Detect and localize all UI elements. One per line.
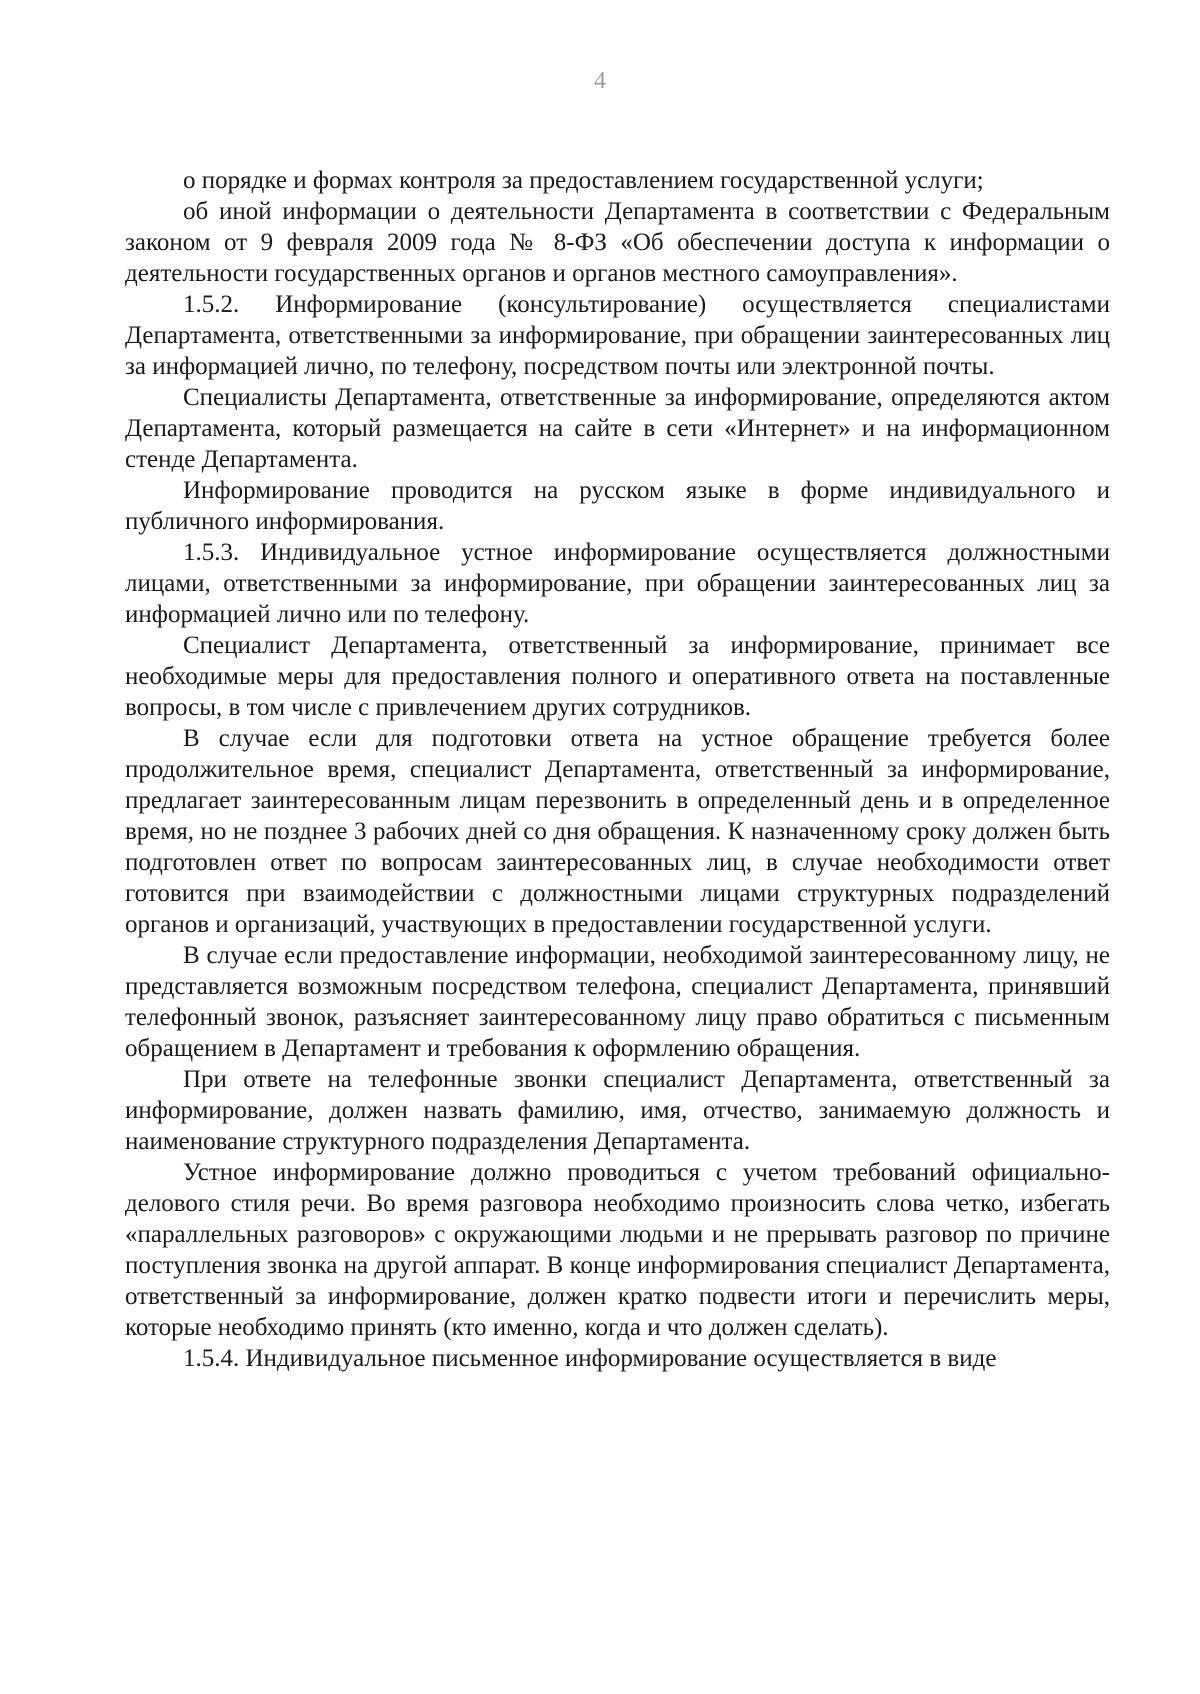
page-number: 4 [594,68,606,94]
paragraph: об иной информации о деятельности Департамента в соответствии с Федеральным законом от 9 февраля 2009 года № 8-ФЗ «Об обеспечении доступа к информации о деятельности государственных органов и органов местного самоуправления». [125,198,1110,287]
paragraph: 1.5.2. Информирование (консультирование) осуществляется специалистами Департамента, ответственными за информирование, при обращении заинтересованных лиц за информацией лично, по телефону, посредством почты или электронной почты. [125,291,1110,380]
document-text [125,165,1110,1374]
paragraph: При ответе на телефонные звонки специалист Департамента, ответственный за информирование, должен назвать фамилию, имя, отчество, занимаемую должность и наименование структурного подразделения Департамента. [125,1066,1110,1155]
paragraph: 1.5.4. Индивидуальное письменное информирование осуществляется в виде [183,1345,997,1372]
paragraph: Информирование проводится на русском языке в форме индивидуального и публичного информирования. [125,477,1110,535]
paragraph: Специалист Департамента, ответственный за информирование, принимает все необходимые меры для предоставления полного и оперативного ответа на поставленные вопросы, в том числе с привлечением других сотрудников. [125,632,1110,721]
paragraph: 1.5.3. Индивидуальное устное информирование осуществляется должностными лицами, ответственными за информирование, при обращении заинтересованных лиц за информацией лично или по телефону. [125,539,1110,628]
paragraph: Устное информирование должно проводиться с учетом требований официально-делового стиля речи. Во время разговора необходимо произносить слова четко, избегать «параллельных разговоров» с окружающими людьми и не прерывать разговор по причине поступления звонка на другой аппарат. В конце информирования специалист Департамента, ответственный за информирование, должен кратко подвести итоги и перечислить меры, которые необходимо принять (кто именно, когда и что должен сделать). [125,1159,1110,1341]
paragraph: Специалисты Департамента, ответственные за информирование, определяются актом Департамента, который размещается на сайте в сети «Интернет» и на информационном стенде Департамента. [125,384,1110,473]
paragraph: о порядке и формах контроля за предоставлением государственной услуги; [183,167,984,194]
paragraph: В случае если предоставление информации, необходимой заинтересованному лицу, не представляется возможным посредством телефона, специалист Департамента, принявший телефонный звонок, разъясняет заинтересованному лицу право обратиться с письменным обращением в Департамент и требования к оформлению обращения. [125,942,1110,1062]
paragraph: В случае если для подготовки ответа на устное обращение требуется более продолжительное время, специалист Департамента, ответственный за информирование, предлагает заинтересованным лицам перезвонить в определенный день и в определенное время, но не позднее 3 рабочих дней со дня обращения. К назначенному сроку должен быть подготовлен ответ по вопросам заинтересованных лиц, в случае необходимости ответ готовится при взаимодействии с должностными лицами структурных подразделений органов и организаций, участвующих в предоставлении государственной услуги. [125,725,1110,938]
